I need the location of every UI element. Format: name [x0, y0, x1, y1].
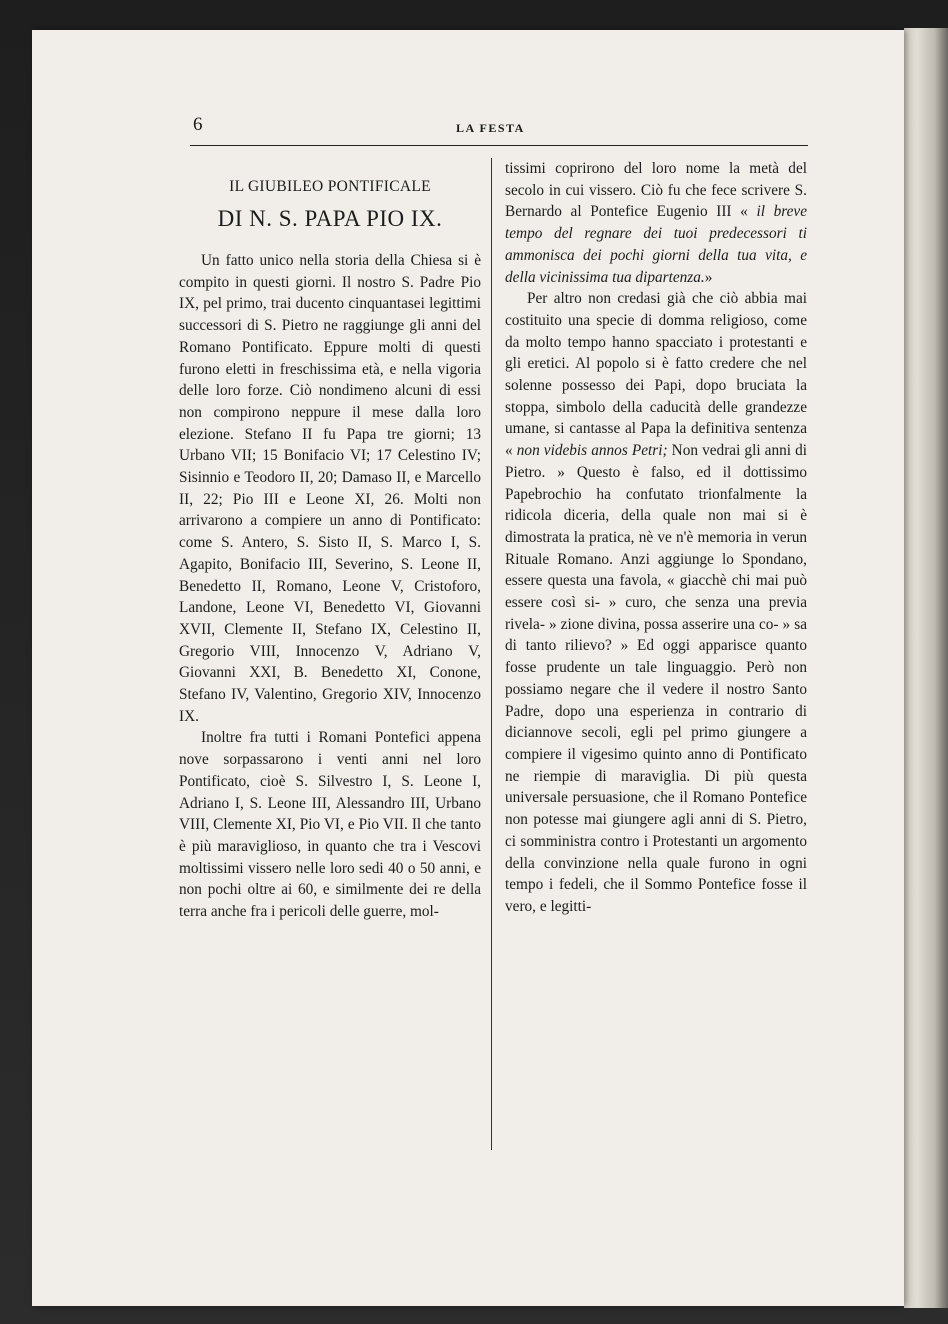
running-title: LA FESTA — [456, 121, 525, 135]
italic-quote: il breve tempo del regnare dei tuoi predecessori ti ammonisca dei pochi giorni della tua vita, e della vicinissima tua dipartenza. — [505, 203, 807, 286]
page-edge — [904, 28, 948, 1308]
paragraph-text: Non vedrai gli anni di Pietro. » Questo è falso, ed il dottissimo Papebrochio ha confutato trionfalmente la ridicola diceria, della quale non mai si è dimostrata la pratica, nè ve n'è memoria in verun Rituale Romano. Anzi aggiunge lo Spondano, essere questa una favola, « giacchè chi mai può essere così si- » curo, che senza una previa rivela- » zione divina, possa asserire una co- » sa di tanto rilievo? » Ed oggi apparisce quanto fosse prudente un tale linguaggio. Però non possiamo negare che il vedere il nostro Santo Padre, dopo una esperienza in contrario di diciannove secoli, egli pel primo giungere a compiere il vigesimo quinto anno di Pontificato ne riempie di maraviglia. Di più questa universale persuasione, che il Romano Pontefice non potesse mai giungere agli anni di S. Pietro, ci somministra contro i Protestanti un argomento della convinzione nella quale furono in ogni tempo i fedeli, che il Sommo Pontefice fosse il vero, e legitti- — [505, 442, 808, 915]
paragraph — [505, 288, 807, 917]
article-title: DI N. S. PAPA PIO IX. — [217, 206, 443, 231]
left-column — [179, 176, 481, 923]
paragraph-text: Per altro non credasi già che ciò abbia mai costituito una specie di domma religioso, come da molto tempo hanno spacciato i protestanti e gli eretici. Al popolo si è fatto credere che nel solenne possesso dei Papi, dopo bruciata la stoppa, simbolo della caducità delle grandezze umane, si cantasse al Papa la definitiva sentenza « — [505, 290, 807, 460]
quote-close: » — [704, 268, 713, 286]
italic-quote: non videbis annos Petri; — [516, 442, 668, 460]
right-column — [505, 158, 807, 918]
paragraph: Inoltre fra tutti i Romani Pontefici appena nove sorpassarono i venti anni nel loro Pontificato, cioè S. Silvestro I, S. Leone I, Adriano I, S. Leone III, Alessandro III, Urbano VIII, Clemente XI, Pio VI, e Pio VII. Il che tanto è più maraviglioso, in quanto che tra i Vescovi moltissimi vissero nelle loro sedi 40 o 50 anni, e non pochi oltre ai 60, e similmente dei re della terra anche fra i pericoli delle guerre, mol- — [179, 729, 481, 921]
column-divider — [491, 158, 492, 1150]
paragraph-text: tissimi coprirono del loro nome la metà del secolo in cui vissero. Ciò fu che fece scrivere S. Bernardo al Pontefice Eugenio III « — [505, 160, 807, 221]
header-rule — [190, 145, 808, 146]
article-kicker: IL GIUBILEO PONTIFICALE — [229, 178, 431, 195]
page-number: 6 — [193, 114, 203, 135]
paragraph: Un fatto unico nella storia della Chiesa si è compito in questi giorni. Il nostro S. Padre Pio IX, pel primo, trai ducento cinquantasei legittimi successori di S. Pietro ne raggiunge gli anni del Romano Pontificato. Eppure molti di questi furono eletti in freschissima età, e nella vigoria delle loro forze. Ciò nondimeno alcuni di essi non compirono neppure il mese dalla loro elezione. Stefano II fu Papa tre giorni; 13 Urbano VII; 15 Bonifacio VI; 17 Celestino IV; Sisinnio e Teodoro II, 20; Damaso II, e Marcello II, 22; Pio III e Leone XI, 26. Molti non arrivarono a compiere un anno di Pontificato: come S. Antero, S. Sisto II, S. Marco I, S. Agapito, Bonifacio III, Severino, S. Leone II, Benedetto II, Romano, Leone V, Cristoforo, Landone, Leone VI, Benedetto VI, Giovanni XVII, Clemente II, Stefano IX, Celestino II, Gregorio VIII, Innocenzo V, Adriano V, Giovanni XXI, B. Benedetto XI, Conone, Stefano IV, Valentino, Gregorio XIV, Innocenzo IX. — [179, 252, 481, 725]
paragraph — [505, 158, 807, 288]
